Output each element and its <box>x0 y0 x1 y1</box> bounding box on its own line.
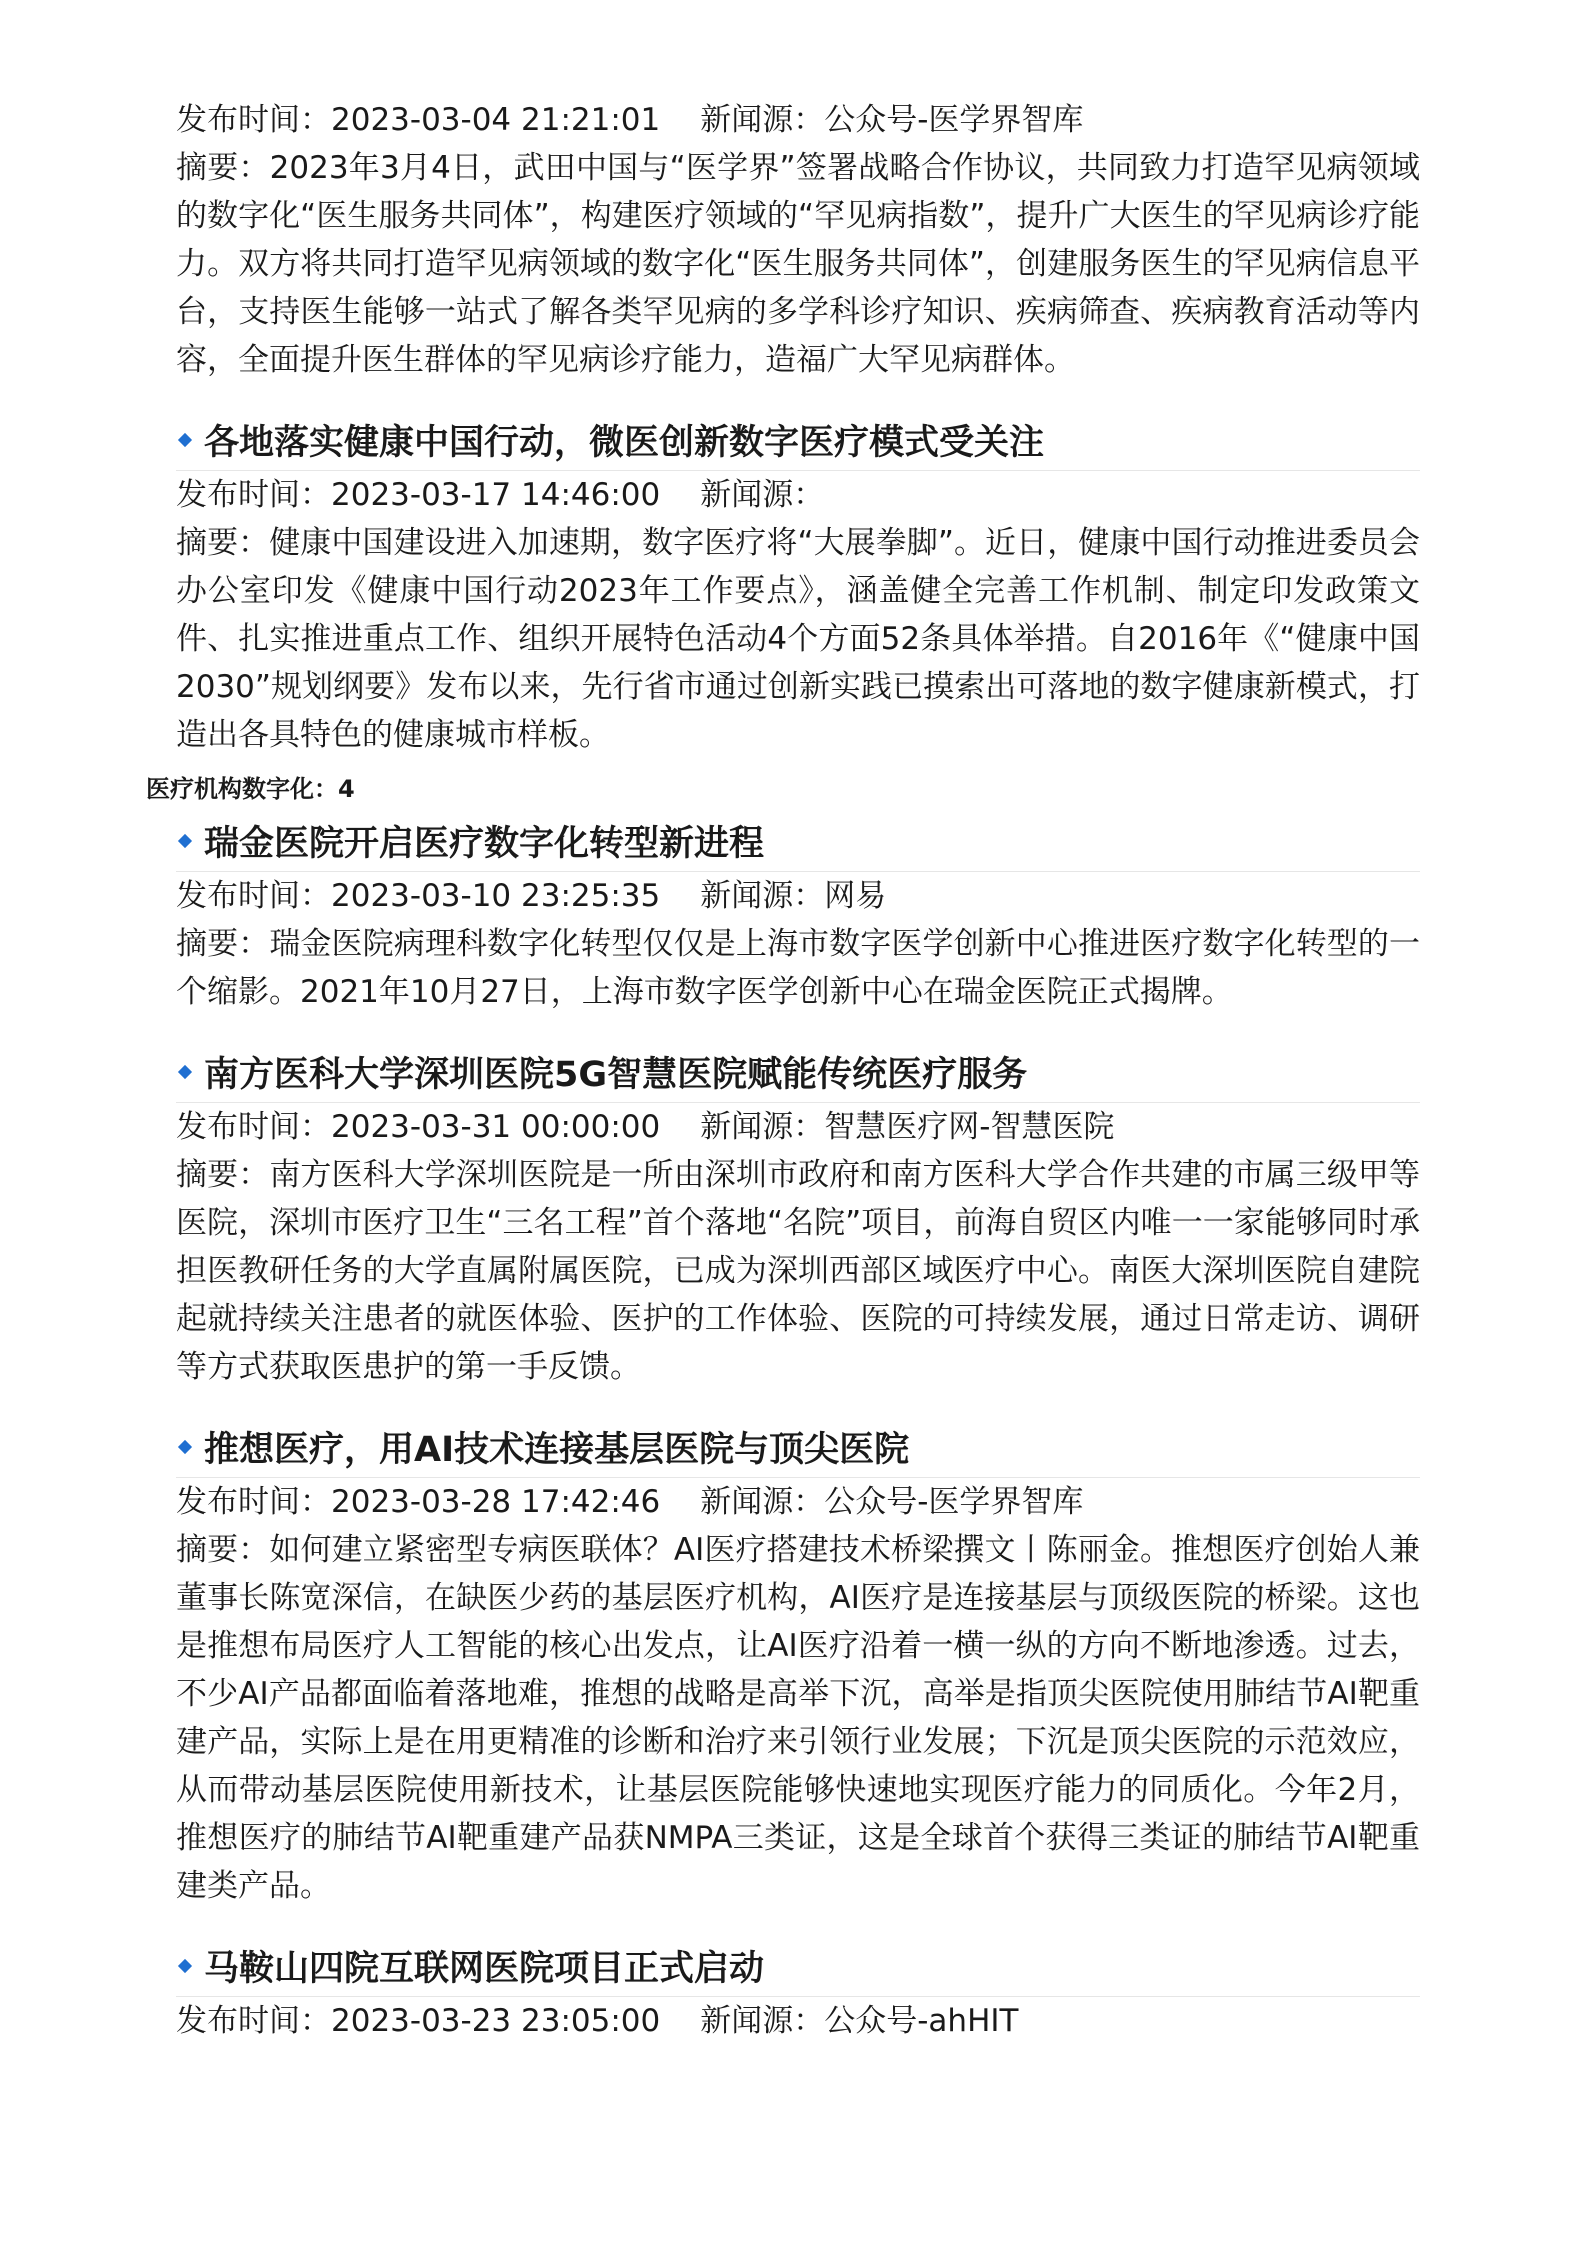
publish-time: 2023-03-04 21:21:01 <box>331 102 661 138</box>
article-meta <box>176 1478 1420 1526</box>
article-summary <box>176 920 1420 1016</box>
publish-time-label: 发布时间： <box>176 1484 331 1520</box>
summary-text: 健康中国建设进入加速期，数字医疗将“大展拳脚”。近日，健康中国行动推进委员会办公室印发《健康中国行动2023年工作要点》，涵盖健全完善工作机制、制定印发政策文件、扎实推进重点工作、组织开展特色活动4个方面52条具体举措。自2016年《“健康中国2030”规划纲要》发布以来，先行省市通过创新实践已摸索出可落地的数字健康新模式，打造出各具特色的健康城市样板。 <box>176 525 1420 753</box>
article-summary <box>176 144 1420 384</box>
bullet-diamond-icon <box>178 1440 192 1454</box>
article-summary <box>176 519 1420 759</box>
article-meta <box>176 471 1420 519</box>
article-meta <box>176 872 1420 920</box>
publish-time: 2023-03-28 17:42:46 <box>331 1484 661 1520</box>
bullet-diamond-icon <box>178 834 192 848</box>
bullet-diamond-icon <box>178 1065 192 1079</box>
article-item <box>176 96 1420 384</box>
news-digest <box>146 96 1421 2045</box>
article-summary <box>176 1151 1420 1391</box>
section-heading: 医疗机构数字化：4 <box>146 775 355 803</box>
publish-time: 2023-03-23 23:05:00 <box>331 2003 661 2039</box>
source-label: 新闻源： <box>700 1109 825 1145</box>
summary-text: 瑞金医院病理科数字化转型仅仅是上海市数字医学创新中心推进医疗数字化转型的一个缩影。2021年10月27日，上海市数字医学创新中心在瑞金医院正式揭牌。 <box>176 926 1421 1010</box>
publish-time-label: 发布时间： <box>176 477 331 513</box>
article-item <box>176 412 1420 759</box>
article-title[interactable] <box>176 1419 1420 1478</box>
source-label: 新闻源： <box>700 2003 825 2039</box>
publish-time-label: 发布时间： <box>176 1109 331 1145</box>
source-label: 新闻源： <box>700 878 825 914</box>
source-value: 公众号-ahHIT <box>824 2003 1019 2039</box>
article-title[interactable] <box>176 1938 1420 1997</box>
summary-label: 摘要： <box>176 525 270 561</box>
publish-time-label: 发布时间： <box>176 878 331 914</box>
article-item <box>176 1938 1420 2045</box>
article-item <box>176 1044 1420 1391</box>
article-title-text: 各地落实健康中国行动，微医创新数字医疗模式受关注 <box>204 423 1045 463</box>
article-title[interactable] <box>176 412 1420 471</box>
article-title-text: 南方医科大学深圳医院5G智慧医院赋能传统医疗服务 <box>204 1055 1028 1095</box>
article-title-text: 瑞金医院开启医疗数字化转型新进程 <box>204 824 765 864</box>
bullet-diamond-icon <box>178 1959 192 1973</box>
summary-text: 南方医科大学深圳医院是一所由深圳市政府和南方医科大学合作共建的市属三级甲等医院，深圳市医疗卫生“三名工程”首个落地“名院”项目，前海自贸区内唯一一家能够同时承担医教研任务的大学直属附属医院，已成为深圳西部区域医疗中心。南医大深圳医院自建院起就持续关注患者的就医体验、医护的工作体验、医院的可持续发展，通过日常走访、调研等方式获取医患护的第一手反馈。 <box>176 1157 1421 1385</box>
summary-text: 如何建立紧密型专病医联体？AI医疗搭建技术桥梁撰文丨陈丽金。推想医疗创始人兼董事长陈宽深信，在缺医少药的基层医疗机构，AI医疗是连接基层与顶级医院的桥梁。这也是推想布局医疗人工智能的核心出发点，让AI医疗沿着一横一纵的方向不断地渗透。过去，不少AI产品都面临着落地难，推想的战略是高举下沉，高举是指顶尖医院使用肺结节AI靶重建产品，实际上是在用更精准的诊断和治疗来引领行业发展；下沉是顶尖医院的示范效应，从而带动基层医院使用新技术，让基层医院能够快速地实现医疗能力的同质化。今年2月，推想医疗的肺结节AI靶重建产品获NMPA三类证，这是全球首个获得三类证的肺结节AI靶重建类产品。 <box>176 1532 1420 1904</box>
publish-time-label: 发布时间： <box>176 2003 331 2039</box>
article-item <box>176 813 1420 1016</box>
source-value: 智慧医疗网-智慧医院 <box>824 1109 1115 1145</box>
summary-label: 摘要： <box>176 150 270 186</box>
source-value: 公众号-医学界智库 <box>824 1484 1084 1520</box>
article-meta <box>176 96 1420 144</box>
article-summary <box>176 1526 1420 1910</box>
publish-time: 2023-03-31 00:00:00 <box>331 1109 661 1145</box>
summary-text: 2023年3月4日，武田中国与“医学界”签署战略合作协议，共同致力打造罕见病领域的数字化“医生服务共同体”，构建医疗领域的“罕见病指数”，提升广大医生的罕见病诊疗能力。双方将共同打造罕见病领域的数字化“医生服务共同体”，创建服务医生的罕见病信息平台，支持医生能够一站式了解各类罕见病的多学科诊疗知识、疾病筛查、疾病教育活动等内容，全面提升医生群体的罕见病诊疗能力，造福广大罕见病群体。 <box>176 150 1420 378</box>
article-title[interactable] <box>176 1044 1420 1103</box>
source-value: 网易 <box>824 878 887 914</box>
publish-time: 2023-03-10 23:25:35 <box>331 878 661 914</box>
publish-time: 2023-03-17 14:46:00 <box>331 477 661 513</box>
source-label: 新闻源： <box>700 1484 825 1520</box>
summary-label: 摘要： <box>176 1157 270 1193</box>
article-title-text: 马鞍山四院互联网医院项目正式启动 <box>204 1949 765 1989</box>
article-meta <box>176 1103 1420 1151</box>
article-title-text: 推想医疗，用AI技术连接基层医院与顶尖医院 <box>204 1430 910 1470</box>
source-value: 公众号-医学界智库 <box>824 102 1084 138</box>
article-meta <box>176 1997 1420 2045</box>
source-label: 新闻源： <box>700 477 825 513</box>
source-label: 新闻源： <box>700 102 825 138</box>
bullet-diamond-icon <box>178 433 192 447</box>
article-title[interactable] <box>176 813 1420 872</box>
summary-label: 摘要： <box>176 1532 270 1568</box>
publish-time-label: 发布时间： <box>176 102 331 138</box>
article-item <box>176 1419 1420 1910</box>
summary-label: 摘要： <box>176 926 270 962</box>
